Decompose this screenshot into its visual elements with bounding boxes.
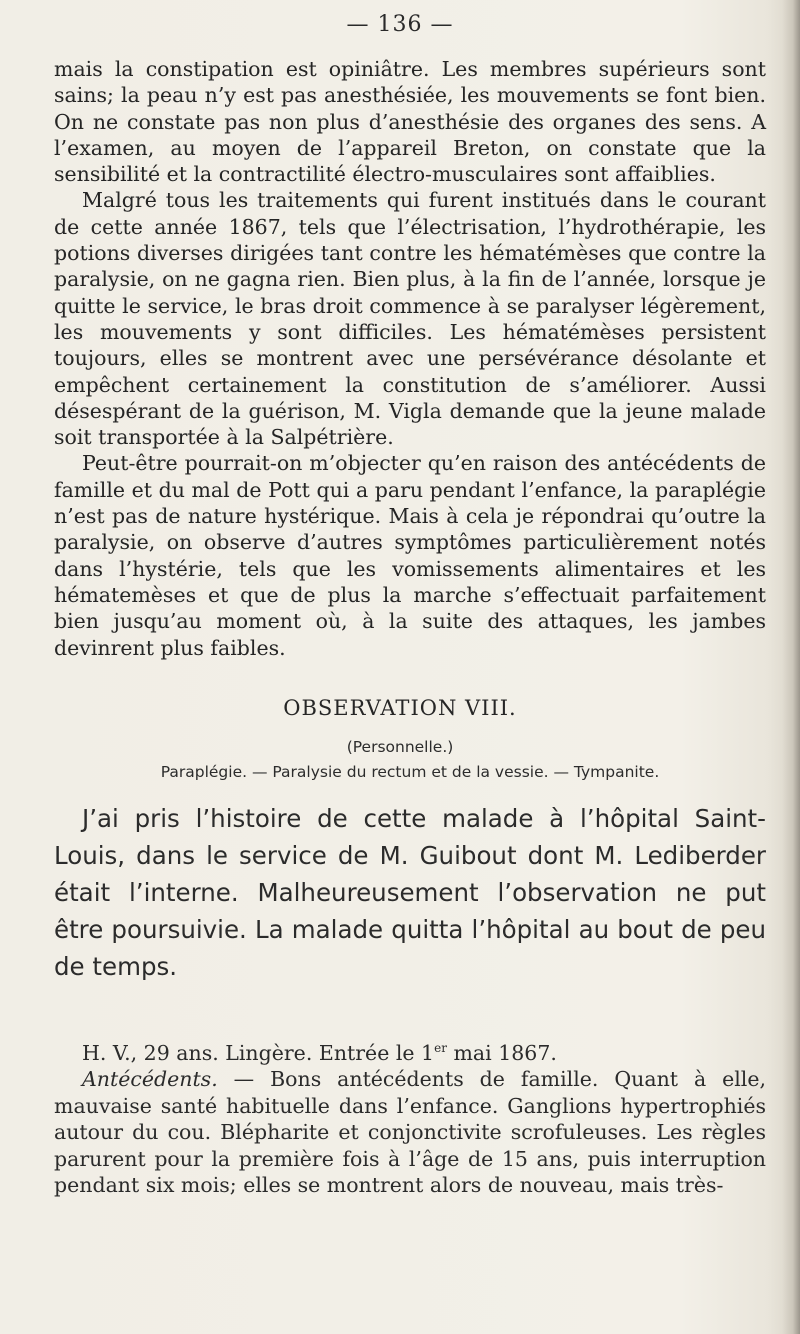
paragraph: mais la constipation est opiniâtre. Les membres supérieurs sont sains; la peau n’y est pas anesthésiée, les mouvements se font bien. On ne constate pas non plus d’anesthésie des organes des sens. A l’examen, au moyen de l’appareil Breton, on constate que la sensibilité et la contractilité électro-musculaires sont affaiblies. (54, 57, 766, 187)
page-number: — 136 — (346, 12, 454, 37)
main-text-block (54, 56, 766, 661)
observation-subtitle: (Personnelle.) (346, 738, 454, 756)
antecedents-paragraph (54, 1066, 766, 1198)
observation-intro-block (54, 800, 766, 985)
antecedents-label: Antécédents. (82, 1067, 218, 1092)
patient-intro-end: mai 1867. (446, 1041, 557, 1065)
patient-history-block (54, 1040, 766, 1198)
page-edge-shadow (782, 0, 800, 1334)
ordinal-superscript: er (434, 1041, 447, 1056)
observation-title: OBSERVATION VIII. (283, 696, 517, 720)
paragraph: J’ai pris l’histoire de cette malade à l’hôpital Saint-Louis, dans le service de M. Guibout dont M. Lediberder était l’interne. Malheureusement l’observation ne put être poursuivie. La malade quitta l’hôpital au bout de peu de temps. (54, 804, 766, 981)
patient-intro-text: H. V., 29 ans. Lingère. Entrée le 1 (82, 1041, 435, 1065)
paragraph: Malgré tous les traitements qui furent institués dans le courant de cette année 1867, tels que l’électrisation, l’hydrothérapie, les potions diverses dirigées tant contre les hématémèses que contre la paralysie, on ne gagna rien. Bien plus, à la fin de l’année, lorsque je quitte le service, le bras droit commence à se paralyser légèrement, les mouvements y sont difficiles. Les hématémèses persistent toujours, elles se montrent avec une persévérance désolante et empêchent certainement la constitution de s’améliorer. Aussi désespérant de la guérison, M. Vigla demande que la jeune malade soit transportée à la Salpétrière. (54, 188, 766, 450)
antecedents-text: — Bons antécédents de famille. Quant à elle, mauvaise santé habituelle dans l’enfance. Ganglions hypertrophiés autour du cou. Blépharite et conjonctivite scrofuleuses. Les règles parurent pour la première fois à l’âge de 15 ans, puis interruption pendant six mois; elles se montrent alors de nouveau, mais très- (54, 1067, 766, 1198)
paragraph: Peut-être pourrait-on m’objecter qu’en raison des antécédents de famille et du mal de Pott qui a paru pendant l’enfance, la paraplégie n’est pas de nature hystérique. Mais à cela je répondrai qu’outre la paralysie, on observe d’autres symptômes particulièrement notés dans l’hystérie, tels que les vomissements alimentaires et les hématemèses et que de plus la marche s’effectuait parfaitement bien jusqu’au moment où, à la suite des attaques, les jambes devinrent plus faibles. (54, 451, 766, 660)
observation-topics: Paraplégie. — Paralysie du rectum et de la vessie. — Tympanite. (160, 763, 660, 781)
patient-intro (54, 1040, 766, 1066)
